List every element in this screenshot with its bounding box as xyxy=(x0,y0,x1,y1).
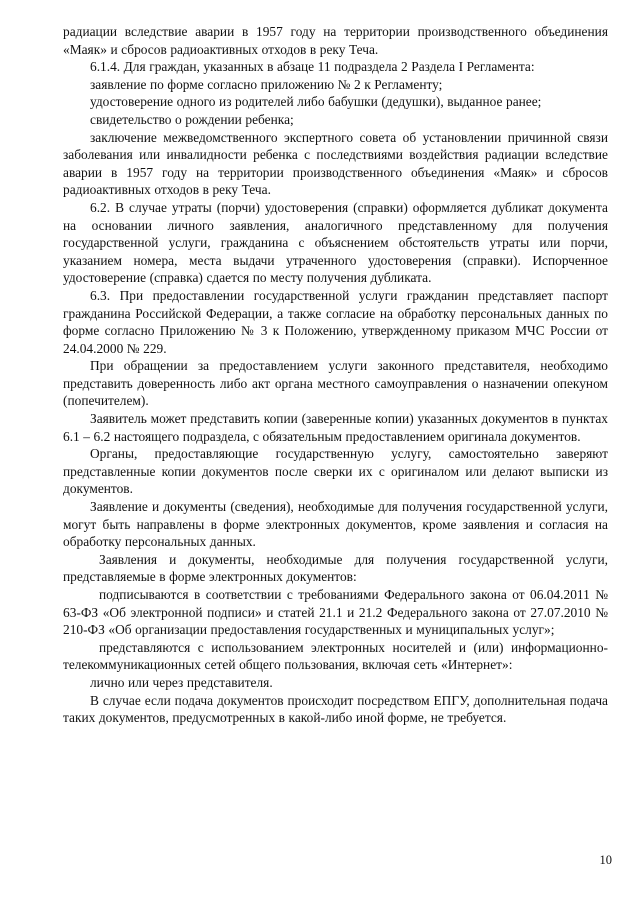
paragraph-13: Заявления и документы, необходимые для получения государственной услуги, представляемые в форме электронных документов: xyxy=(63,551,608,585)
paragraph-12: Заявление и документы (сведения), необходимые для получения государственной услуги, могут быть направлены в форме электронных документов, кроме заявления и согласия на обработку персональных данных. xyxy=(63,499,608,550)
paragraph-6: заключение межведомственного экспертного совета об установлении причинной связи заболевания или инвалидности ребенка с последствиями воздействия радиации вследствие аварии в 1957 году на территории производственного объединения «Маяк» и сбросов радиоактивных отходов в реку Теча. xyxy=(63,129,608,198)
paragraph-15: представляются с использованием электронных носителей и (или) информационно-телекоммуникационных сетей общего пользования, включая сеть «Интернет»: xyxy=(63,639,608,673)
paragraph-10: Заявитель может представить копии (заверенные копии) указанных документов в пунктах 6.1 – 6.2 настоящего подраздела, с обязательным предоставлением оригинала документов. xyxy=(63,411,608,444)
paragraph-9: При обращении за предоставлением услуги законного представителя, необходимо представить доверенность либо акт органа местного самоуправления о назначении опекуном (попечителем). xyxy=(63,358,608,409)
paragraph-16: лично или через представителя. xyxy=(90,674,273,690)
paragraph-8: 6.3. При предоставлении государственной услуги гражданин представляет паспорт гражданина Российской Федерации, а также согласие на обработку персональных данных по форме согласно Приложению № 3 к Положению, утвержденному приказом МЧС России от 24.04.2000 № 229. xyxy=(63,287,608,356)
paragraph-17: В случае если подача документов происходит посредством ЕПГУ, дополнительная подача таких документов, предусмотренных в какой-либо иной форме, не требуется. xyxy=(63,692,608,726)
paragraph-3: заявление по форме согласно приложению № 2 к Регламенту; xyxy=(90,76,443,92)
paragraph-4: удостоверение одного из родителей либо бабушки (дедушки), выданное ранее; xyxy=(90,94,542,110)
paragraph-7: 6.2. В случае утраты (порчи) удостоверения (справки) оформляется дубликат документа на основании личного заявления, аналогичного представленному для получения государственной услуги, гражданина с объяснением обстоятельств утраты или порчи, указанием номера, места выдачи утраченного удостоверения (справки). Испорченное удостоверение (справка) сдается по месту получения дубликата. xyxy=(63,199,608,286)
paragraph-14: подписываются в соответствии с требованиями Федерального закона от 06.04.2011 № 63-ФЗ «Об электронной подписи» и статей 21.1 и 21.2 Федерального закона от 27.07.2010 № 210-ФЗ «Об организации предоставления государственных и муниципальных услуг»; xyxy=(63,587,608,638)
paragraph-5: свидетельство о рождении ребенка; xyxy=(90,111,294,127)
paragraph-11: Органы, предоставляющие государственную услугу, самостоятельно заверяют представленные копии документов после сверки их с оригиналом или делают выписки из документов. xyxy=(63,446,608,497)
paragraph-2: 6.1.4. Для граждан, указанных в абзаце 11 подраздела 2 Раздела I Регламента: xyxy=(90,59,535,75)
paragraph-1: радиации вследствие аварии в 1957 году на территории производственного объединения «Маяк» и сбросов радиоактивных отходов в реку Теча. xyxy=(63,24,608,57)
document-body xyxy=(63,23,608,727)
page-number: 10 xyxy=(599,853,612,867)
